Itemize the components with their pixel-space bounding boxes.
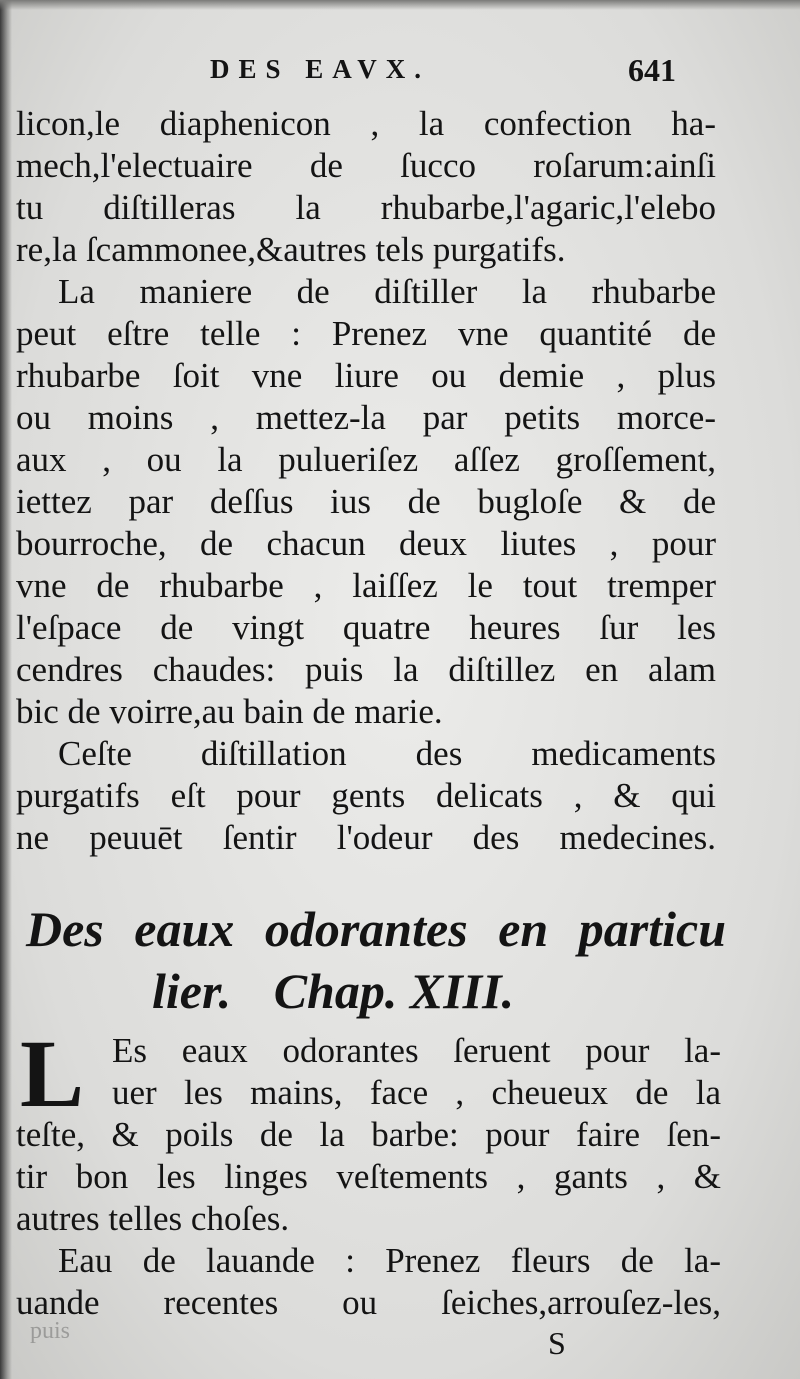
signature-mark: S — [548, 1325, 566, 1361]
text-line: peut eſtre telle : Prenez vne quantité de — [16, 314, 716, 353]
text-line: Es eaux odorantes ſeruent pour la- — [112, 1031, 721, 1070]
text-line: l'eſpace de vingt quatre heures ſur les — [16, 608, 716, 647]
main-text-block — [16, 103, 716, 859]
drop-cap: L — [20, 1020, 85, 1127]
text-line: tir bon les linges veſtements , gants , & — [16, 1157, 721, 1196]
running-head-title: DES EAVX. — [210, 54, 431, 84]
paragraph-3 — [16, 733, 716, 859]
chapter-heading-line-1: Des eaux odorantes en particu — [26, 901, 726, 957]
text-line: bic de voirre,au bain de marie. — [16, 692, 443, 731]
text-line: licon,le diaphenicon , la confection ha- — [16, 104, 716, 143]
text-line: purgatifs eſt pour gents delicats , & qui — [16, 776, 716, 815]
text-line: autres telles choſes. — [16, 1199, 290, 1238]
text-line: La maniere de diſtiller la rhubarbe — [58, 272, 716, 311]
chapter-heading-word: lier. — [152, 963, 232, 1019]
running-head — [0, 52, 800, 92]
text-line: uande recentes ou ſeiches,arrouſez-les, — [16, 1283, 721, 1322]
chapter-paragraph-2 — [16, 1240, 721, 1324]
page-number: 641 — [628, 52, 676, 88]
text-line: Eau de lauande : Prenez fleurs de la- — [58, 1241, 721, 1280]
text-line: ne peuuēt ſentir l'odeur des medecines. — [16, 818, 716, 857]
chapter-text-block — [16, 1020, 721, 1324]
paragraph-1 — [16, 103, 716, 271]
text-line: re,la ſcammonee,&autres tels purgatifs. — [16, 230, 566, 269]
text-line: tu diſtilleras la rhubarbe,l'agaric,l'elebo — [16, 188, 716, 227]
text-line: cendres chaudes: puis la diſtillez en alam — [16, 650, 716, 689]
chapter-number: Chap. XIII. — [273, 963, 515, 1019]
chapter-heading-line-2 — [26, 960, 726, 1022]
text-line: rhubarbe ſoit vne liure ou demie , plus — [16, 356, 716, 395]
page-edge-shadow — [0, 0, 12, 1379]
text-line: ou moins , mettez-la par petits morce- — [16, 398, 716, 437]
text-line: uer les mains, face , cheueux de la — [112, 1073, 721, 1112]
chapter-heading — [26, 898, 726, 1022]
paragraph-2 — [16, 271, 716, 733]
page-top-shadow — [0, 0, 800, 10]
text-line: vne de rhubarbe , laiſſez le tout tremper — [16, 566, 716, 605]
text-line: bourroche, de chacun deux liutes , pour — [16, 524, 716, 563]
catchword: puis — [30, 1318, 71, 1344]
chapter-paragraph-1 — [16, 1020, 721, 1240]
text-line: iettez par deſſus ius de bugloſe & de — [16, 482, 716, 521]
text-line: teſte, & poils de la barbe: pour faire ſen- — [16, 1115, 721, 1154]
text-line: aux , ou la pulueriſez aſſez groſſement, — [16, 440, 716, 479]
text-line: mech,l'electuaire de ſucco roſarum:ainſi — [16, 146, 716, 185]
text-line: Ceſte diſtillation des medicaments — [58, 734, 716, 773]
